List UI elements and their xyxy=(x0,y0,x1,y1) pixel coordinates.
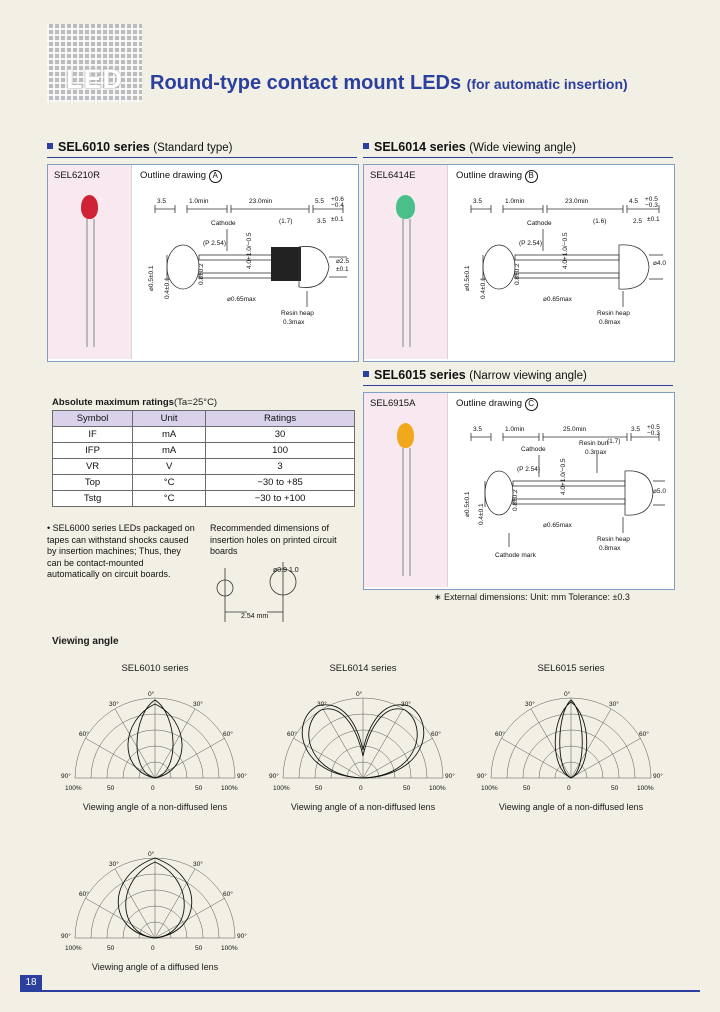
svg-text:(1.6): (1.6) xyxy=(593,218,607,225)
svg-text:0.8±0.2: 0.8±0.2 xyxy=(514,263,521,285)
table-row xyxy=(53,427,355,443)
svg-text:⌀0.5±0.1: ⌀0.5±0.1 xyxy=(464,265,471,291)
polar-chart-sel6010 xyxy=(55,680,255,795)
svg-text:50: 50 xyxy=(195,785,203,792)
cell-unit: V xyxy=(133,459,206,475)
col-unit: Unit xyxy=(133,411,206,427)
svg-text:90°: 90° xyxy=(269,773,279,780)
svg-text:ø0.9 1.0: ø0.9 1.0 xyxy=(273,567,299,574)
svg-text:0: 0 xyxy=(567,785,571,792)
svg-text:90°: 90° xyxy=(61,773,71,780)
svg-text:⌀0.65max: ⌀0.65max xyxy=(227,296,256,303)
section-header-sel6014 xyxy=(363,140,576,154)
photo-label-sel6414e: SEL6414E xyxy=(370,170,416,181)
circle-mark-a: A xyxy=(209,170,222,183)
cell-symbol: Tstg xyxy=(53,491,133,507)
led-logo-block xyxy=(47,24,142,102)
section-qualifier-sel6010: (Standard type) xyxy=(153,142,233,154)
cell-symbol: VR xyxy=(53,459,133,475)
svg-text:30°: 30° xyxy=(193,701,203,708)
svg-text:100%: 100% xyxy=(221,945,238,952)
svg-text:1.0min: 1.0min xyxy=(505,198,525,205)
svg-text:0.3max: 0.3max xyxy=(585,449,607,456)
svg-text:60°: 60° xyxy=(223,731,233,738)
svg-text:⌀0.65max: ⌀0.65max xyxy=(543,296,572,303)
section-qualifier-sel6014: (Wide viewing angle) xyxy=(469,142,576,154)
svg-text:⌀2.5: ⌀2.5 xyxy=(336,258,349,265)
svg-text:60°: 60° xyxy=(223,891,233,898)
section-title-sel6015: SEL6015 series xyxy=(374,368,466,382)
svg-text:0: 0 xyxy=(151,945,155,952)
outline-drawing-a xyxy=(131,195,356,345)
cell-symbol: IF xyxy=(53,427,133,443)
table-header-row xyxy=(53,411,355,427)
svg-text:50: 50 xyxy=(523,785,531,792)
svg-text:30°: 30° xyxy=(109,701,119,708)
svg-text:50: 50 xyxy=(403,785,411,792)
svg-text:(1.7): (1.7) xyxy=(607,438,621,445)
va-chart-name-1: SEL6014 series xyxy=(329,663,397,674)
svg-text:60°: 60° xyxy=(431,731,441,738)
ratings-caption: Absolute maximum ratings(Ta=25°C) xyxy=(52,397,218,408)
svg-text:100%: 100% xyxy=(637,785,654,792)
svg-text:0.8±0.2: 0.8±0.2 xyxy=(512,489,519,511)
svg-text:−0.4: −0.4 xyxy=(331,202,344,209)
svg-text:50: 50 xyxy=(195,945,203,952)
va-chart-name-2: SEL6015 series xyxy=(537,663,605,674)
svg-text:0°: 0° xyxy=(356,691,363,698)
photo-label-sel6915a: SEL6915A xyxy=(370,398,416,409)
outline-box-sel6010 xyxy=(47,164,359,362)
svg-text:50: 50 xyxy=(107,945,115,952)
table-row xyxy=(53,459,355,475)
svg-text:25.0min: 25.0min xyxy=(563,426,587,433)
svg-text:30°: 30° xyxy=(525,701,535,708)
svg-text:0.8max: 0.8max xyxy=(599,545,621,552)
led-lead-icon xyxy=(402,448,404,576)
svg-text:Resin heap: Resin heap xyxy=(281,310,314,317)
polar-chart-sel6014 xyxy=(263,680,463,795)
svg-text:100%: 100% xyxy=(65,785,82,792)
divider-sel6014 xyxy=(363,157,673,158)
svg-text:−0.3: −0.3 xyxy=(647,430,660,437)
outline-drawing-b xyxy=(447,195,672,345)
svg-text:(P 2.54): (P 2.54) xyxy=(203,240,227,247)
note-insertion-holes: Recommended dimensions of insertion holes on printed circuit boards xyxy=(210,523,337,556)
svg-text:2.5: 2.5 xyxy=(633,218,643,225)
polar-chart-sel6015 xyxy=(471,680,671,795)
svg-text:30°: 30° xyxy=(109,861,119,868)
svg-text:+0.5: +0.5 xyxy=(645,196,658,203)
svg-text:100%: 100% xyxy=(429,785,446,792)
svg-text:3.5: 3.5 xyxy=(631,426,641,433)
svg-text:0.8max: 0.8max xyxy=(599,319,621,326)
divider-sel6010 xyxy=(47,157,357,158)
col-symbol: Symbol xyxy=(53,411,133,427)
led-lead-icon xyxy=(402,219,404,347)
svg-text:0: 0 xyxy=(151,785,155,792)
svg-text:Cathode: Cathode xyxy=(527,220,552,227)
svg-text:0.3max: 0.3max xyxy=(283,319,305,326)
polar-chart-diffused xyxy=(55,840,255,955)
page-title-main: Round-type contact mount LEDs xyxy=(150,72,462,94)
cell-rating: −30 to +85 xyxy=(206,475,355,491)
svg-text:30°: 30° xyxy=(609,701,619,708)
svg-text:±0.1: ±0.1 xyxy=(331,216,344,223)
section-qualifier-sel6015: (Narrow viewing angle) xyxy=(469,370,587,382)
bullet-square-icon xyxy=(363,371,369,377)
svg-text:90°: 90° xyxy=(653,773,663,780)
cell-rating: 30 xyxy=(206,427,355,443)
outline-drawing-c xyxy=(447,423,672,578)
va-caption-3: Viewing angle of a diffused lens xyxy=(91,962,219,972)
svg-text:Resin heap: Resin heap xyxy=(597,310,630,317)
outline-label-b: Outline drawing B xyxy=(456,170,538,183)
led-logo-text: LED xyxy=(66,64,123,94)
page-number: 18 xyxy=(20,975,42,991)
svg-text:0°: 0° xyxy=(148,851,155,858)
cell-rating: −30 to +100 xyxy=(206,491,355,507)
svg-text:3.5: 3.5 xyxy=(473,426,483,433)
svg-text:−0.3: −0.3 xyxy=(645,202,658,209)
svg-text:3.5: 3.5 xyxy=(473,198,483,205)
led-dome-icon xyxy=(397,423,414,448)
svg-text:100%: 100% xyxy=(65,945,82,952)
section-header-sel6015 xyxy=(363,368,587,382)
svg-text:100%: 100% xyxy=(221,785,238,792)
svg-text:23.0min: 23.0min xyxy=(565,198,589,205)
svg-text:100%: 100% xyxy=(481,785,498,792)
svg-text:+0.5: +0.5 xyxy=(647,424,660,431)
outline-label-c: Outline drawing C xyxy=(456,398,538,411)
svg-text:(P 2.54): (P 2.54) xyxy=(517,466,541,473)
svg-text:0.4±0.1: 0.4±0.1 xyxy=(164,277,171,299)
cell-unit: mA xyxy=(133,427,206,443)
photo-label-sel6210r: SEL6210R xyxy=(54,170,100,181)
svg-text:60°: 60° xyxy=(79,731,89,738)
svg-text:3.5: 3.5 xyxy=(317,218,327,225)
svg-text:Cathode mark: Cathode mark xyxy=(495,552,536,559)
circle-mark-b: B xyxy=(525,170,538,183)
svg-text:50: 50 xyxy=(107,785,115,792)
svg-text:60°: 60° xyxy=(79,891,89,898)
svg-text:4.0+1.0/−0.5: 4.0+1.0/−0.5 xyxy=(562,232,569,269)
va-caption-1: Viewing angle of a non-diffused lens xyxy=(290,802,436,812)
outline-label-a: Outline drawing A xyxy=(140,170,222,183)
insertion-hole-diagram xyxy=(205,560,365,635)
note-tape-package: • SEL6000 series LEDs packaged on tapes can withstand shocks caused by insertion machines; Thus, they can be contact-mounted automatically on circuit boards. xyxy=(47,523,195,579)
section-header-sel6010 xyxy=(47,140,233,154)
led-dome-icon xyxy=(81,195,98,219)
svg-text:⌀0.65max: ⌀0.65max xyxy=(543,522,572,529)
svg-text:0.4±0.1: 0.4±0.1 xyxy=(480,277,487,299)
absolute-maximum-ratings-table xyxy=(52,410,355,507)
svg-text:30°: 30° xyxy=(193,861,203,868)
svg-text:0.8±0.2: 0.8±0.2 xyxy=(198,263,205,285)
svg-text:0°: 0° xyxy=(564,691,571,698)
led-lead-icon xyxy=(409,219,411,347)
svg-text:90°: 90° xyxy=(445,773,455,780)
svg-text:4.5: 4.5 xyxy=(629,198,639,205)
cell-rating: 3 xyxy=(206,459,355,475)
page-title xyxy=(150,72,628,95)
svg-text:0.4±0.1: 0.4±0.1 xyxy=(478,503,485,525)
svg-text:90°: 90° xyxy=(237,773,247,780)
led-lead-icon xyxy=(93,219,95,347)
svg-text:3.5: 3.5 xyxy=(157,198,167,205)
outline-box-sel6015 xyxy=(363,392,675,590)
led-dome-icon xyxy=(396,195,415,219)
led-photo-sel6915a xyxy=(364,393,448,587)
svg-text:1.0min: 1.0min xyxy=(505,426,525,433)
cell-unit: mA xyxy=(133,443,206,459)
va-chart-name-0: SEL6010 series xyxy=(121,663,189,674)
svg-text:±0.1: ±0.1 xyxy=(647,216,660,223)
svg-text:4.0+1.0/−0.5: 4.0+1.0/−0.5 xyxy=(246,232,253,269)
svg-text:60°: 60° xyxy=(495,731,505,738)
section-title-sel6014: SEL6014 series xyxy=(374,140,466,154)
svg-text:60°: 60° xyxy=(639,731,649,738)
svg-text:Resin burr: Resin burr xyxy=(579,440,609,447)
svg-text:60°: 60° xyxy=(287,731,297,738)
svg-text:1.0min: 1.0min xyxy=(189,198,209,205)
svg-text:+0.6: +0.6 xyxy=(331,196,344,203)
svg-text:±0.1: ±0.1 xyxy=(336,266,349,273)
va-caption-0: Viewing angle of a non-diffused lens xyxy=(82,802,228,812)
table-row xyxy=(53,491,355,507)
footer-divider xyxy=(20,990,700,992)
svg-text:90°: 90° xyxy=(237,933,247,940)
table-row xyxy=(53,443,355,459)
divider-sel6015 xyxy=(363,385,673,386)
svg-text:0°: 0° xyxy=(148,691,155,698)
svg-text:30°: 30° xyxy=(401,701,411,708)
svg-text:23.0min: 23.0min xyxy=(249,198,273,205)
svg-text:90°: 90° xyxy=(61,933,71,940)
svg-text:Resin heap: Resin heap xyxy=(597,536,630,543)
svg-text:30°: 30° xyxy=(317,701,327,708)
svg-text:90°: 90° xyxy=(477,773,487,780)
svg-text:0: 0 xyxy=(359,785,363,792)
svg-text:Cathode: Cathode xyxy=(211,220,236,227)
col-ratings: Ratings xyxy=(206,411,355,427)
svg-text:(P 2.54): (P 2.54) xyxy=(519,240,543,247)
bullet-square-icon xyxy=(363,143,369,149)
cell-unit: °C xyxy=(133,475,206,491)
table-row xyxy=(53,475,355,491)
cell-symbol: Top xyxy=(53,475,133,491)
svg-text:⌀0.5±0.1: ⌀0.5±0.1 xyxy=(464,491,471,517)
led-lead-icon xyxy=(86,219,88,347)
viewing-angle-title: Viewing angle xyxy=(52,636,119,647)
svg-text:(1.7): (1.7) xyxy=(279,218,293,225)
outline-box-sel6014 xyxy=(363,164,675,362)
svg-text:Cathode: Cathode xyxy=(521,446,546,453)
cell-symbol: IFP xyxy=(53,443,133,459)
led-lead-icon xyxy=(409,448,411,576)
external-dimensions-note: ∗ External dimensions: Unit: mm Tolerance: ±0.3 xyxy=(434,592,630,602)
svg-text:50: 50 xyxy=(611,785,619,792)
cell-unit: °C xyxy=(133,491,206,507)
cell-rating: 100 xyxy=(206,443,355,459)
circle-mark-c: C xyxy=(525,398,538,411)
page-title-sub: (for automatic insertion) xyxy=(466,76,628,92)
section-title-sel6010: SEL6010 series xyxy=(58,140,150,154)
bullet-square-icon xyxy=(47,143,53,149)
svg-text:100%: 100% xyxy=(273,785,290,792)
svg-text:50: 50 xyxy=(315,785,323,792)
svg-text:5.5: 5.5 xyxy=(315,198,325,205)
svg-text:2.54 mm: 2.54 mm xyxy=(241,613,269,620)
va-caption-2: Viewing angle of a non-diffused lens xyxy=(498,802,644,812)
svg-text:⌀5.0: ⌀5.0 xyxy=(653,488,666,495)
led-photo-sel6210r xyxy=(48,165,132,359)
svg-text:⌀4.0: ⌀4.0 xyxy=(653,260,666,267)
led-photo-sel6414e xyxy=(364,165,448,359)
svg-text:4.0+1.0/−0.5: 4.0+1.0/−0.5 xyxy=(560,458,567,495)
svg-text:⌀0.5±0.1: ⌀0.5±0.1 xyxy=(148,265,155,291)
